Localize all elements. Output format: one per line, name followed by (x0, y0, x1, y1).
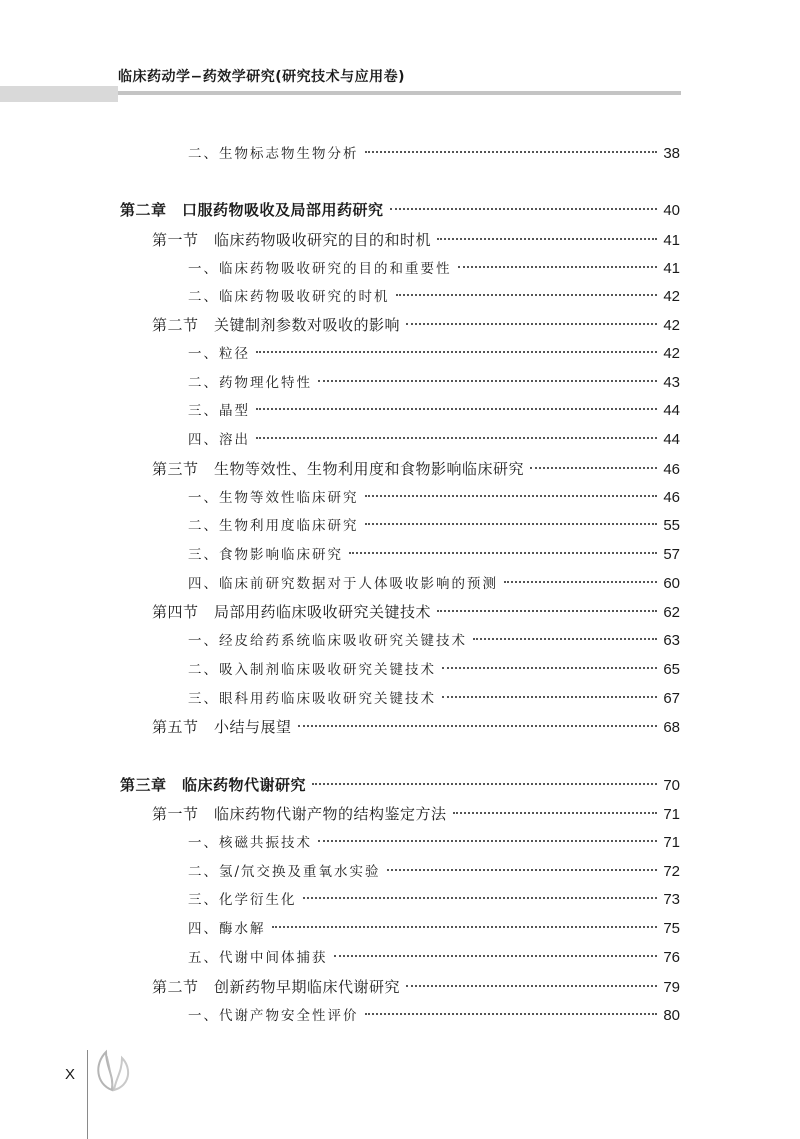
toc-entry-page: 44 (663, 431, 680, 448)
toc-entry-label: 一、粒径 (188, 346, 250, 362)
toc-entry-label: 一、生物等效性临床研究 (188, 490, 359, 506)
dot-leader (349, 551, 657, 554)
dot-leader (442, 695, 657, 698)
toc-entry-label: 五、代谢中间体捕获 (188, 950, 328, 966)
dot-leader (453, 811, 658, 814)
toc-entry[interactable] (188, 917, 680, 941)
dot-leader (298, 724, 658, 727)
toc-entry-label: 一、代谢产物安全性评价 (188, 1008, 359, 1024)
header-band (0, 86, 118, 102)
running-header-title: 临床药动学−药效学研究(研究技术与应用卷) (118, 69, 406, 85)
toc-entry-page: 70 (663, 777, 680, 794)
toc-chapter[interactable] (120, 773, 680, 797)
toc-entry-label: 四、溶出 (188, 432, 250, 448)
dot-leader (334, 954, 658, 957)
toc-entry-page: 72 (663, 863, 680, 880)
toc-entry-page: 40 (663, 202, 680, 219)
toc-entry-label: 二、氢/氘交换及重氧水实验 (188, 864, 381, 880)
toc-entry-label: 三、化学衍生化 (188, 892, 297, 908)
toc-entry[interactable] (188, 658, 680, 682)
toc-entry[interactable] (188, 946, 680, 970)
toc-entry-page: 65 (663, 661, 680, 678)
toc-entry[interactable] (188, 486, 680, 510)
toc-entry-page: 75 (663, 920, 680, 937)
toc-section[interactable] (152, 228, 680, 252)
dot-leader (390, 207, 658, 210)
footer-rule (87, 1050, 88, 1139)
toc-entry-page: 41 (663, 232, 680, 249)
toc-entry[interactable] (188, 342, 680, 366)
dot-leader (318, 379, 657, 382)
toc-entry-page: 42 (663, 288, 680, 305)
toc-section[interactable] (152, 975, 680, 999)
toc-entry-label: 第一节 临床药物吸收研究的目的和时机 (152, 231, 432, 249)
toc-entry[interactable] (188, 285, 680, 309)
toc-entry-label: 第二章 口服药物吸收及局部用药研究 (120, 201, 384, 219)
toc-section[interactable] (152, 600, 680, 624)
toc-entry-label: 三、食物影响临床研究 (188, 547, 343, 563)
toc-entry-page: 38 (663, 145, 680, 162)
toc-entry-label: 第五节 小结与展望 (152, 718, 292, 736)
dot-leader (303, 896, 658, 899)
toc-entry[interactable] (188, 888, 680, 912)
dot-leader (387, 868, 658, 871)
toc-entry-label: 第二节 创新药物早期临床代谢研究 (152, 978, 401, 996)
toc-entry-label: 第三节 生物等效性、生物利用度和食物影响临床研究 (152, 460, 525, 478)
dot-leader (256, 436, 657, 439)
toc-entry-page: 42 (663, 345, 680, 362)
toc-entry-label: 第二节 关键制剂参数对吸收的影响 (152, 316, 401, 334)
toc-entry[interactable] (188, 687, 680, 711)
toc-entry[interactable] (188, 572, 680, 596)
toc-entry-label: 二、吸入制剂临床吸收研究关键技术 (188, 662, 436, 678)
toc-section[interactable] (152, 313, 680, 337)
toc-entry-page: 43 (663, 374, 680, 391)
toc-entry[interactable] (188, 860, 680, 884)
toc-section[interactable] (152, 457, 680, 481)
toc-entry-label: 三、眼科用药临床吸收研究关键技术 (188, 691, 436, 707)
toc-entry[interactable] (188, 543, 680, 567)
toc-entry-page: 79 (663, 979, 680, 996)
toc-entry-page: 68 (663, 719, 680, 736)
dot-leader (473, 637, 657, 640)
toc-entry-page: 67 (663, 690, 680, 707)
toc-entry-page: 55 (663, 517, 680, 534)
toc-entry-label: 二、药物理化特性 (188, 375, 312, 391)
dot-leader (365, 494, 658, 497)
leaf-logo-icon (92, 1046, 134, 1094)
dot-leader (530, 466, 657, 469)
toc-entry-page: 57 (663, 546, 680, 563)
toc-entry[interactable] (188, 1004, 680, 1028)
toc-entry-label: 一、核磁共振技术 (188, 835, 312, 851)
toc-entry-label: 第四节 局部用药临床吸收研究关键技术 (152, 603, 432, 621)
toc-entry-label: 第一节 临床药物代谢产物的结构鉴定方法 (152, 805, 447, 823)
toc-entry[interactable] (188, 399, 680, 423)
dot-leader (437, 609, 657, 612)
toc-entry-page: 46 (663, 461, 680, 478)
toc-entry-label: 二、临床药物吸收研究的时机 (188, 289, 390, 305)
toc-entry-label: 二、生物标志物生物分析 (188, 146, 359, 162)
header-rule (118, 91, 681, 95)
dot-leader (406, 322, 657, 325)
dot-leader (365, 522, 658, 525)
toc-section[interactable] (152, 715, 680, 739)
toc-entry-page: 46 (663, 489, 680, 506)
toc-entry[interactable] (188, 428, 680, 452)
toc-entry[interactable] (188, 142, 680, 166)
toc-entry-page: 63 (663, 632, 680, 649)
dot-leader (396, 293, 658, 296)
dot-leader (318, 839, 657, 842)
toc-chapter[interactable] (120, 198, 680, 222)
toc-entry[interactable] (188, 831, 680, 855)
toc-entry-page: 41 (663, 260, 680, 277)
toc-entry-label: 第三章 临床药物代谢研究 (120, 776, 307, 794)
dot-leader (256, 407, 657, 410)
dot-leader (365, 150, 658, 153)
toc-entry-page: 44 (663, 402, 680, 419)
dot-leader (406, 984, 657, 987)
toc-entry-label: 二、生物利用度临床研究 (188, 518, 359, 534)
dot-leader (312, 782, 657, 785)
dot-leader (442, 666, 657, 669)
toc-entry[interactable] (188, 371, 680, 395)
page-number: X (65, 1066, 76, 1083)
toc-entry[interactable] (188, 629, 680, 653)
toc-entry-label: 四、酶水解 (188, 921, 266, 937)
dot-leader (437, 237, 657, 240)
toc-entry[interactable] (188, 514, 680, 538)
dot-leader (272, 925, 658, 928)
toc-entry-page: 73 (663, 891, 680, 908)
toc-entry-page: 60 (663, 575, 680, 592)
toc-entry-page: 71 (663, 834, 680, 851)
toc-entry-page: 42 (663, 317, 680, 334)
dot-leader (504, 580, 657, 583)
toc-entry-label: 三、晶型 (188, 403, 250, 419)
toc-entry-label: 四、临床前研究数据对于人体吸收影响的预测 (188, 576, 498, 592)
dot-leader (256, 350, 657, 353)
toc-entry-page: 80 (663, 1007, 680, 1024)
toc-section[interactable] (152, 802, 680, 826)
toc-entry-page: 76 (663, 949, 680, 966)
dot-leader (458, 265, 658, 268)
dot-leader (365, 1012, 658, 1015)
toc-entry[interactable] (188, 257, 680, 281)
toc-entry-page: 71 (663, 806, 680, 823)
toc-entry-label: 一、经皮给药系统临床吸收研究关键技术 (188, 633, 467, 649)
toc-entry-page: 62 (663, 604, 680, 621)
toc-entry-label: 一、临床药物吸收研究的目的和重要性 (188, 261, 452, 277)
